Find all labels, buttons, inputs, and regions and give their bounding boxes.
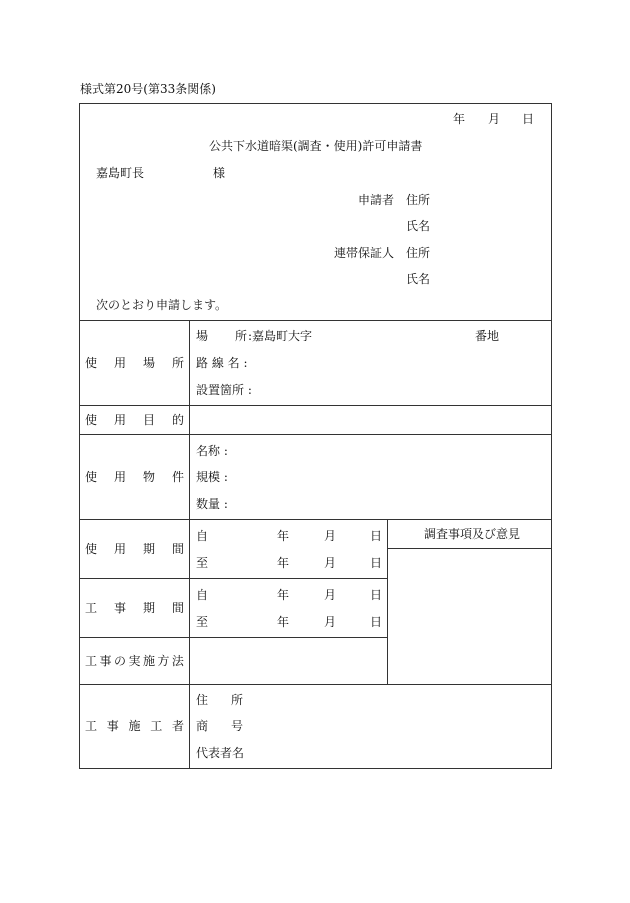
guarantor-name-label: 氏名: [406, 272, 431, 286]
guarantor-address-label: 住所: [406, 246, 431, 260]
applicant-name-label: 氏名: [406, 219, 431, 233]
addressee-name: 嘉島町長: [96, 166, 145, 180]
purpose-row-label: 使 用 目 的: [85, 413, 184, 427]
contractor-row-label: 工 事 施 工 者: [85, 719, 184, 733]
work-period-from-month: 月: [324, 588, 337, 602]
work-period-from: 自: [196, 588, 209, 602]
header-divider: [79, 320, 552, 321]
work-period-from-day: 日: [370, 588, 383, 602]
object-quantity-label: 数量 :: [196, 497, 228, 511]
row-divider-use-period: [79, 578, 388, 579]
row-divider-location: [79, 405, 552, 406]
use-period-row-label: 使 用 期 間: [85, 542, 184, 556]
date-month: 月: [488, 112, 501, 126]
object-scale-label: 規模 :: [196, 470, 228, 484]
use-period-from-year: 年: [277, 529, 290, 543]
frame-bottom-line: [79, 768, 552, 769]
label-column-line: [189, 320, 190, 769]
banchi-label: 番地: [475, 329, 500, 343]
use-period-to-month: 月: [324, 556, 337, 570]
contractor-representative-label: 代表者名: [196, 746, 245, 760]
work-period-to: 至: [196, 615, 209, 629]
site-label: 設置箇所 :: [196, 383, 252, 397]
intro-text: 次のとおり申請します。: [96, 298, 228, 312]
addressee-honorific: 様: [213, 166, 226, 180]
place-value: :嘉島町大字: [248, 329, 313, 343]
contractor-trade-name-label: 商 号: [196, 719, 243, 733]
use-period-to-year: 年: [277, 556, 290, 570]
row-divider-purpose: [79, 434, 552, 435]
use-period-to-day: 日: [370, 556, 383, 570]
survey-column-line: [387, 519, 388, 685]
form-number: 様式第20号(第33条関係): [80, 82, 216, 96]
work-period-from-year: 年: [277, 588, 290, 602]
use-period-from: 自: [196, 529, 209, 543]
row-divider-method: [79, 684, 552, 685]
applicant-address-label: 住所: [406, 193, 431, 207]
method-row-label: 工 事 の 実 施 方 法: [85, 654, 184, 668]
work-period-to-day: 日: [370, 615, 383, 629]
survey-header-divider: [387, 548, 552, 549]
object-row-label: 使 用 物 件: [85, 470, 184, 484]
work-period-to-month: 月: [324, 615, 337, 629]
document-title: 公共下水道暗渠(調査・使用)許可申請書: [209, 139, 423, 153]
date-day: 日: [522, 112, 535, 126]
guarantor-label: 連帯保証人: [334, 246, 395, 260]
date-year: 年: [453, 112, 466, 126]
object-name-label: 名称 :: [196, 444, 228, 458]
row-divider-work-period: [79, 637, 388, 638]
row-divider-object: [79, 519, 552, 520]
applicant-label: 申請者: [358, 193, 395, 207]
survey-header: 調査事項及び意見: [424, 527, 521, 541]
frame-top-line: [79, 103, 552, 104]
route-name-label: 路 線 名 :: [196, 356, 248, 370]
place-label: 場 所: [196, 329, 247, 343]
use-period-from-month: 月: [324, 529, 337, 543]
frame-left-line: [79, 103, 80, 769]
work-period-to-year: 年: [277, 615, 290, 629]
use-period-to: 至: [196, 556, 209, 570]
frame-right-line: [551, 103, 552, 769]
work-period-row-label: 工 事 期 間: [85, 601, 184, 615]
use-period-from-day: 日: [370, 529, 383, 543]
location-row-label: 使 用 場 所: [85, 356, 184, 370]
contractor-address-label: 住 所: [196, 693, 243, 707]
